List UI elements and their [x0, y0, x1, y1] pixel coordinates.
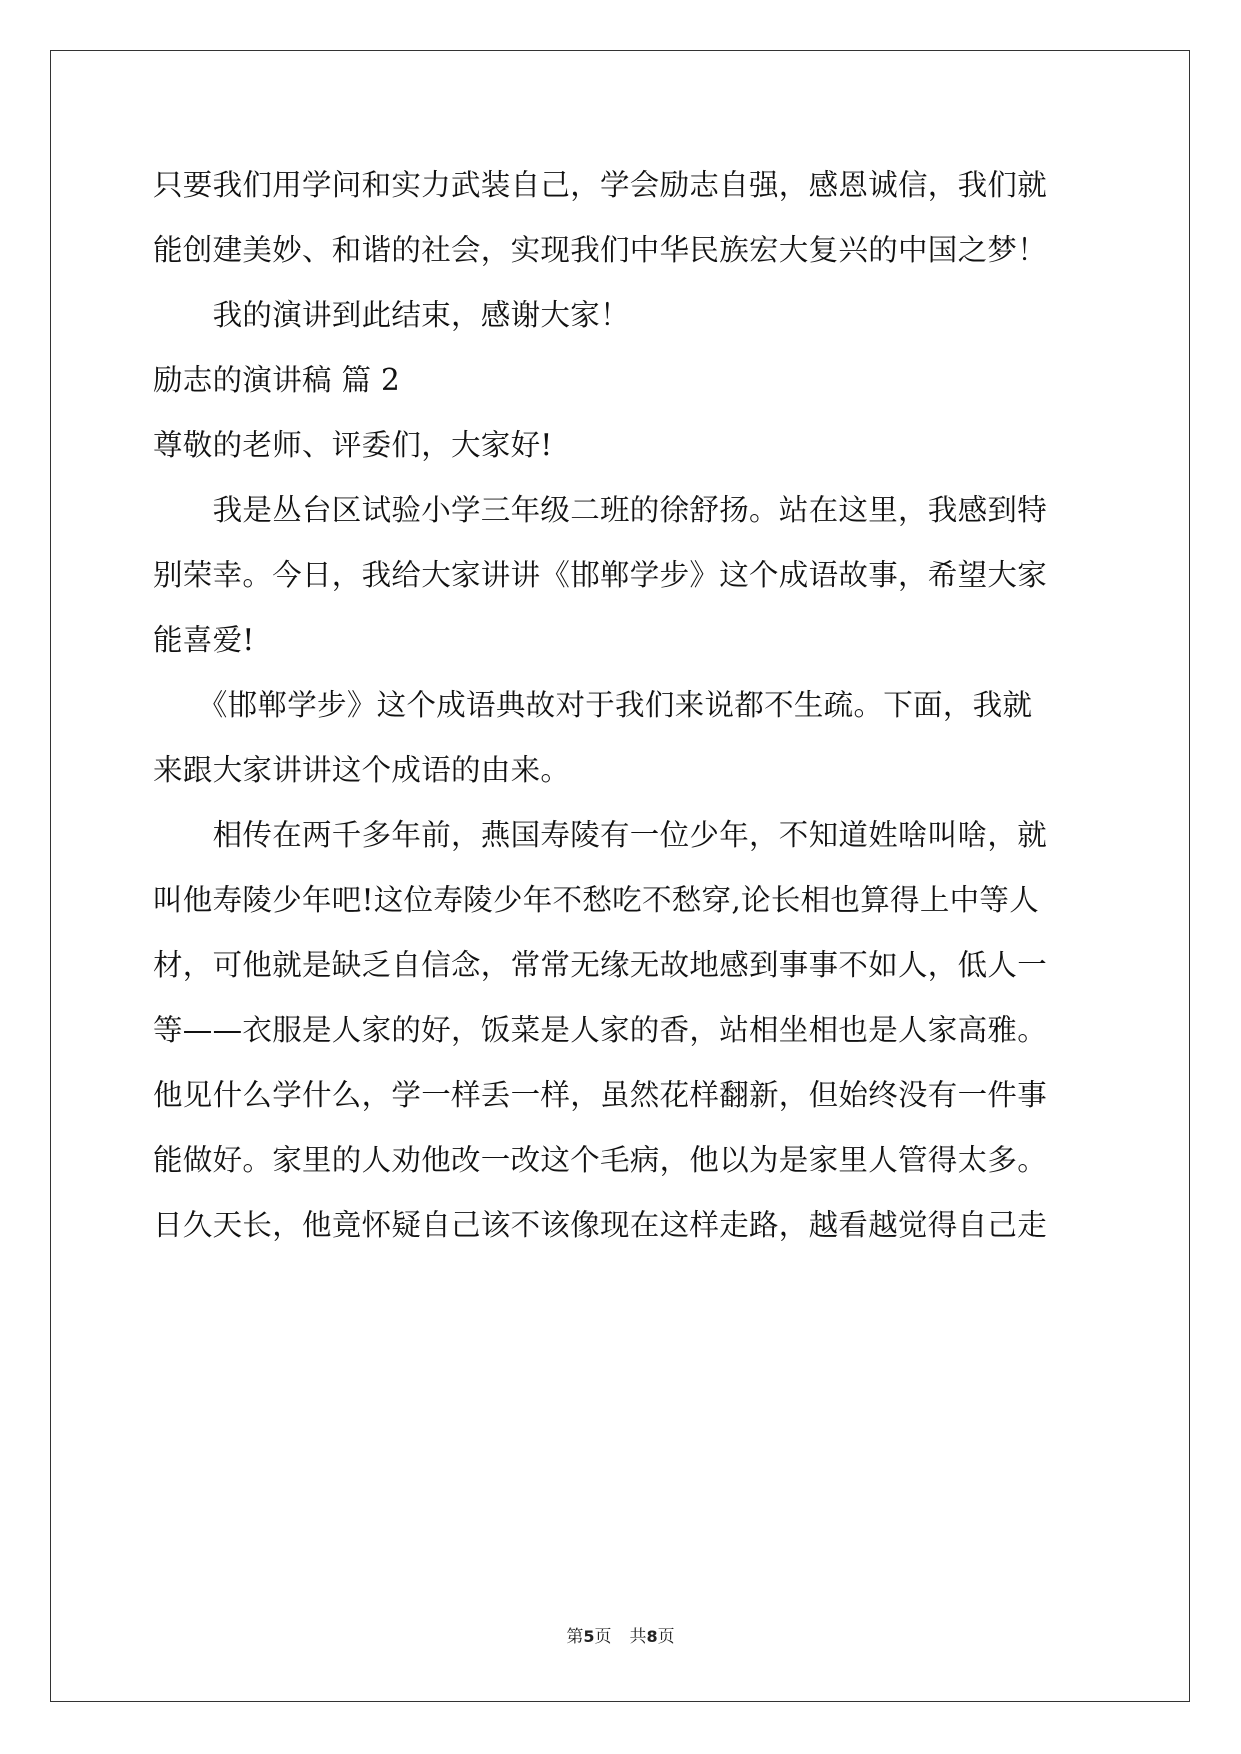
salutation-line: 尊敬的老师、评委们，大家好! — [153, 428, 553, 462]
text-line: 叫他寿陵少年吧!这位寿陵少年不愁吃不愁穿,论长相也算得上中等人 — [153, 883, 1040, 917]
text-line: 他见什么学什么，学一样丢一样，虽然花样翻新，但始终没有一件事 — [153, 1078, 1048, 1112]
text-line: 来跟大家讲讲这个成语的由来。 — [153, 753, 571, 787]
document-body — [153, 165, 1083, 1270]
text-line: 我是丛台区试验小学三年级二班的徐舒扬。站在这里，我感到特 — [153, 493, 1048, 527]
text-line: 能喜爱! — [153, 623, 255, 657]
text-line: 等——衣服是人家的好，饭菜是人家的香，站相坐相也是人家高雅。 — [153, 1013, 1048, 1047]
text-line: 日久天长，他竟怀疑自己该不该像现在这样走路，越看越觉得自己走 — [153, 1208, 1048, 1242]
text-line: 别荣幸。今日，我给大家讲讲《邯郸学步》这个成语故事，希望大家 — [153, 558, 1048, 592]
footer-total-prefix: 共 — [629, 1627, 647, 1647]
footer-page-suffix: 页 — [594, 1627, 612, 1647]
footer-prefix: 第 — [566, 1627, 584, 1647]
text-line: 相传在两千多年前，燕国寿陵有一位少年，不知道姓啥叫啥，就 — [153, 818, 1048, 852]
text-line: 《邯郸学步》这个成语典故对于我们来说都不生疏。下面，我就 — [153, 688, 1033, 722]
section-heading: 励志的演讲稿 篇 2 — [153, 363, 401, 397]
current-page-number: 5 — [583, 1627, 595, 1646]
footer-total-suffix: 页 — [657, 1627, 675, 1647]
text-line: 我的演讲到此结束，感谢大家！ — [153, 298, 630, 332]
text-line: 能做好。家里的人劝他改一改这个毛病，他以为是家里人管得太多。 — [153, 1143, 1048, 1177]
text-line: 能创建美妙、和谐的社会，实现我们中华民族宏大复兴的中国之梦！ — [153, 233, 1048, 267]
page-footer — [0, 1622, 1241, 1647]
text-line: 只要我们用学问和实力武装自己，学会励志自强，感恩诚信，我们就 — [153, 168, 1048, 202]
total-pages-number: 8 — [646, 1627, 658, 1646]
text-line: 材，可他就是缺乏自信念，常常无缘无故地感到事事不如人，低人一 — [153, 948, 1048, 982]
